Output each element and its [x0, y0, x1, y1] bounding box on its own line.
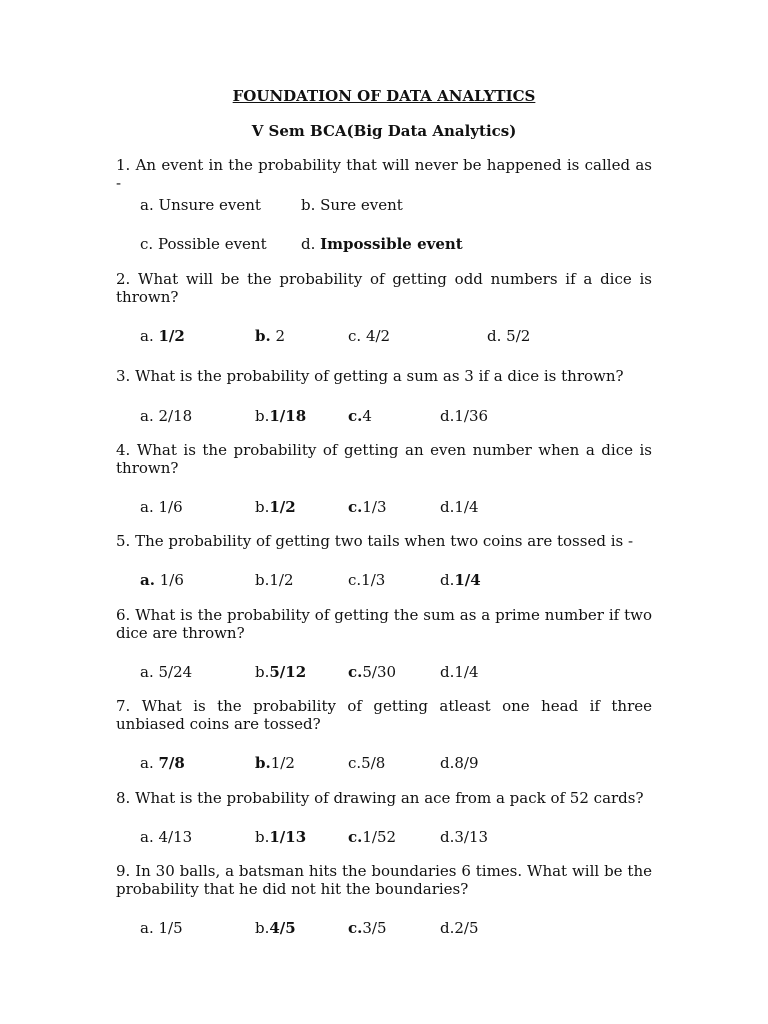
- document-subtitle: V Sem BCA(Big Data Analytics): [251, 122, 517, 140]
- option-b: [255, 828, 306, 846]
- option-label: c.: [348, 828, 363, 846]
- options-row: [0, 919, 768, 939]
- option-label: c.: [348, 571, 362, 589]
- option-label: a.: [140, 754, 154, 772]
- question-text: 3. What is the probability of getting a sum as 3 if a dice is thrown?: [116, 367, 624, 385]
- options-row: [0, 828, 768, 848]
- option-value: 8/9: [454, 754, 479, 772]
- option-value: 4/13: [158, 828, 193, 846]
- question-text: 1. An event in the probability that will never be happened is called as -: [116, 156, 652, 192]
- option-d: [440, 663, 479, 681]
- option-b: [255, 919, 296, 937]
- options-row: [0, 407, 768, 427]
- question-text: 5. The probability of getting two tails when two coins are tossed is -: [116, 532, 634, 550]
- option-label: b.: [301, 196, 316, 214]
- option-value: 1/6: [158, 498, 183, 516]
- option-label: d.: [440, 571, 455, 589]
- option-value: 7/8: [158, 754, 185, 772]
- option-label: c.: [348, 498, 363, 516]
- option-value: 5/8: [361, 754, 386, 772]
- option-label: a.: [140, 327, 154, 345]
- option-value: Impossible event: [320, 235, 463, 253]
- option-value: 1/2: [158, 327, 185, 345]
- option-label: c.: [348, 919, 363, 937]
- option-b: [255, 327, 285, 345]
- option-a: [140, 828, 192, 846]
- option-label: d.: [301, 235, 316, 253]
- option-b: [255, 407, 306, 425]
- option-value: 1/4: [454, 498, 479, 516]
- option-label: d.: [440, 498, 455, 516]
- option-label: b.: [255, 828, 270, 846]
- option-b: [255, 663, 306, 681]
- option-label: d.: [440, 407, 455, 425]
- option-label: a.: [140, 828, 154, 846]
- options-row: [0, 498, 768, 518]
- option-label: b.: [255, 663, 270, 681]
- option-value: 4/5: [269, 919, 296, 937]
- option-d: [440, 754, 479, 772]
- option-b: [255, 754, 295, 772]
- option-label: d.: [440, 754, 455, 772]
- option-label: a.: [140, 407, 154, 425]
- option-value: 3/5: [362, 919, 387, 937]
- option-value: Sure event: [320, 196, 403, 214]
- option-value: 1/3: [361, 571, 386, 589]
- option-label: d.: [440, 663, 455, 681]
- option-label: c.: [140, 235, 154, 253]
- option-value: 1/36: [454, 407, 489, 425]
- option-a: [140, 663, 192, 681]
- option-b-2: [301, 235, 463, 253]
- option-value: 3/13: [454, 828, 489, 846]
- option-label: c.: [348, 663, 363, 681]
- option-label: d.: [440, 919, 455, 937]
- options-row: [0, 754, 768, 774]
- option-d: [440, 407, 488, 425]
- option-d: [440, 571, 481, 589]
- option-a: [140, 498, 183, 516]
- option-d: [440, 828, 488, 846]
- question-text: 7. What is the probability of getting atleast one head if three unbiased coins are tossed?: [116, 697, 652, 733]
- option-value: 1/52: [362, 828, 397, 846]
- option-label: c.: [348, 407, 363, 425]
- option-c: [348, 327, 390, 345]
- option-label: b.: [255, 498, 270, 516]
- option-value: 1/3: [362, 498, 387, 516]
- option-a: [140, 196, 261, 214]
- option-b: [255, 498, 296, 516]
- option-value: 1/5: [158, 919, 183, 937]
- option-value: 1/6: [159, 571, 184, 589]
- question-text: 9. In 30 balls, a batsman hits the boundaries 6 times. What will be the probability that he did not hit the boundaries?: [116, 862, 652, 898]
- option-value: 5/30: [362, 663, 397, 681]
- options-row: [0, 663, 768, 683]
- option-label: b.: [255, 407, 270, 425]
- options-row: [0, 571, 768, 591]
- option-c: [348, 828, 396, 846]
- options-row: [0, 235, 768, 255]
- option-d: [440, 498, 479, 516]
- options-row: [0, 327, 768, 347]
- option-label: a.: [140, 498, 154, 516]
- option-c: [348, 571, 385, 589]
- option-a: [140, 571, 184, 589]
- option-label: a.: [140, 571, 155, 589]
- option-b: [301, 196, 403, 214]
- option-b: [255, 571, 294, 589]
- option-label: c.: [348, 754, 362, 772]
- option-value: 1/2: [269, 571, 294, 589]
- option-c: [348, 919, 387, 937]
- option-value: 4/2: [365, 327, 391, 345]
- option-label: a.: [140, 196, 154, 214]
- option-value: 2/18: [158, 407, 193, 425]
- option-value: Unsure event: [158, 196, 261, 214]
- option-a: [140, 754, 185, 772]
- option-label: d.: [440, 828, 455, 846]
- option-label: c.: [348, 327, 362, 345]
- options-row: [0, 196, 768, 216]
- option-value: 1/2: [269, 498, 296, 516]
- question-text: 4. What is the probability of getting an even number when a dice is thrown?: [116, 441, 652, 477]
- option-a: [140, 407, 192, 425]
- option-c: [348, 754, 385, 772]
- document-title: FOUNDATION OF DATA ANALYTICS: [232, 87, 536, 105]
- option-c: [348, 407, 372, 425]
- option-value: 1/2: [270, 754, 295, 772]
- option-value: 5/12: [269, 663, 307, 681]
- option-value: 2: [275, 327, 286, 345]
- option-value: 2/5: [454, 919, 479, 937]
- option-value: 4: [362, 407, 372, 425]
- option-label: a.: [140, 663, 154, 681]
- option-label: a.: [140, 919, 154, 937]
- option-label: b.: [255, 754, 271, 772]
- option-value: 1/18: [269, 407, 307, 425]
- option-d: [440, 919, 479, 937]
- option-value: 5/2: [506, 327, 531, 345]
- option-value: 1/4: [454, 571, 481, 589]
- option-a: [140, 919, 183, 937]
- option-label: d.: [487, 327, 502, 345]
- option-value: 1/13: [269, 828, 307, 846]
- option-value: Possible event: [157, 235, 267, 253]
- option-d: [487, 327, 530, 345]
- question-text: 6. What is the probability of getting the sum as a prime number if two dice are thrown?: [116, 606, 652, 642]
- option-label: b.: [255, 327, 271, 345]
- option-a-2: [140, 235, 267, 253]
- question-text: 2. What will be the probability of getting odd numbers if a dice is thrown?: [116, 270, 652, 306]
- option-value: 5/24: [158, 663, 193, 681]
- option-a: [140, 327, 185, 345]
- option-label: b.: [255, 919, 270, 937]
- question-text: 8. What is the probability of drawing an ace from a pack of 52 cards?: [116, 789, 644, 807]
- option-label: b.: [255, 571, 270, 589]
- option-c: [348, 663, 396, 681]
- option-c: [348, 498, 387, 516]
- option-value: 1/4: [454, 663, 479, 681]
